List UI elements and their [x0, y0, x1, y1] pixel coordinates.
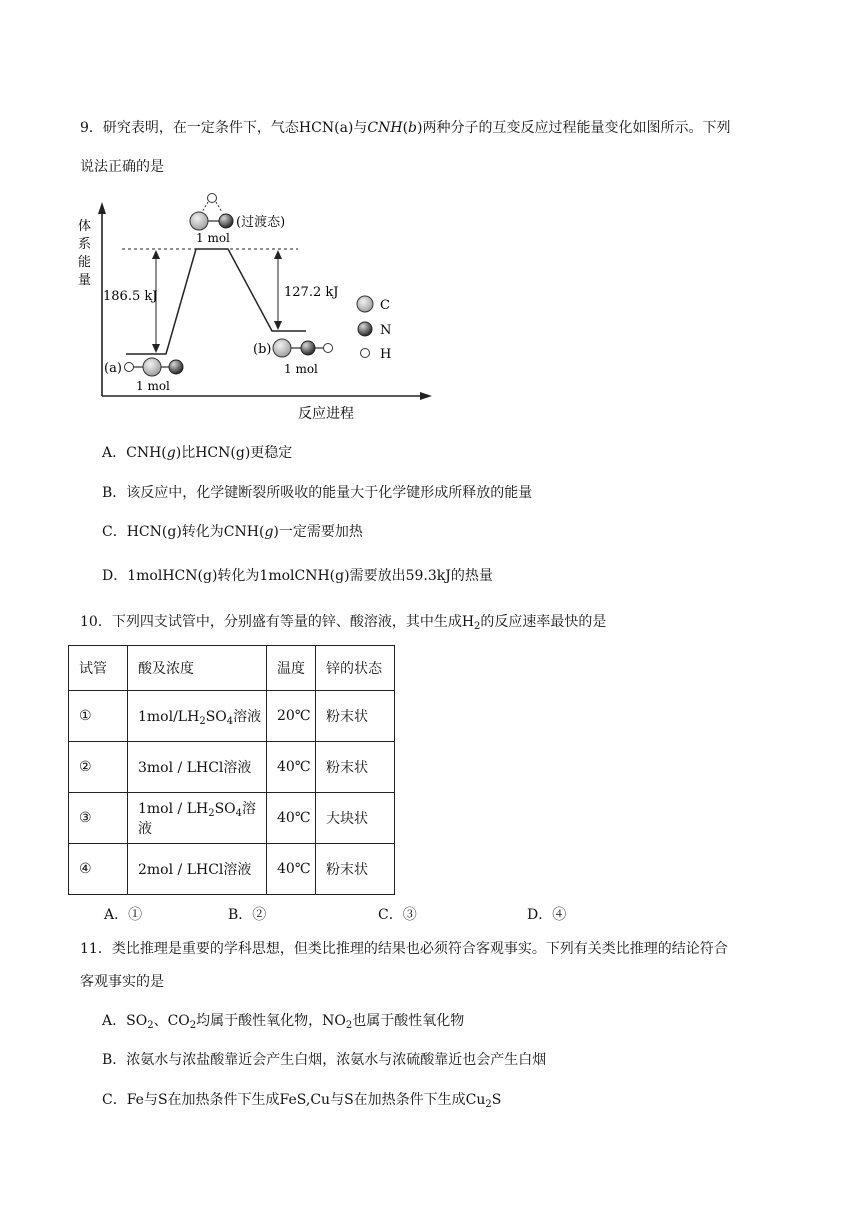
option-prefix: A．	[102, 1013, 127, 1029]
legend-nitrogen-label: N	[380, 323, 392, 338]
molecule-b	[273, 339, 333, 357]
header-zinc-state: 锌的状态	[316, 646, 395, 691]
acid-concentration: 2mol / LHCl溶液	[128, 844, 267, 895]
temperature: 40℃	[267, 844, 316, 895]
option-text: 一定需要加热	[278, 524, 363, 540]
table-row	[69, 793, 395, 844]
header-acid: 酸及浓度	[128, 646, 267, 691]
option-text: 转化为	[181, 524, 224, 540]
table-row	[69, 742, 395, 793]
label-a: (a)	[104, 361, 122, 376]
q11-option-b: B．浓氨水与浓盐酸靠近会产生白烟，浓氨水与浓硫酸靠近也会产生白烟	[102, 1052, 547, 1068]
q9-stem-line1: 9．研究表明，在一定条件下，气态HCN(a)与CNH(b)两种分子的互变反应过程能量变化如图所示。下列	[80, 120, 731, 136]
q11-option-c: C．Fe与S在加热条件下生成FeS,Cu与S在加热条件下生成$Cu_2S$	[102, 1092, 502, 1110]
zinc-state: 粉末状	[316, 691, 395, 742]
transition-state-molecule	[190, 194, 233, 231]
transition-state-label: (过渡态)	[236, 215, 286, 230]
label-b: (b)	[253, 342, 272, 357]
q9-stem-text: 9．研究表明，在一定条件下，气态	[80, 120, 299, 136]
formula: HCN	[195, 445, 231, 461]
state-b: b	[408, 120, 417, 136]
q11-stem-line2: 客观事实的是	[80, 974, 164, 990]
option-text: 更稳定	[250, 445, 293, 461]
table-header-row	[69, 646, 395, 691]
option-text: 的热量	[450, 568, 493, 584]
q11-option-a: A．$SO_2$、$CO_2$均属于酸性氧化物，$NO_2$也属于酸性氧化物	[102, 1013, 465, 1031]
q10-option-d: D．④	[527, 907, 567, 923]
energy-value: 59.3kJ	[405, 568, 451, 584]
energy-right-label: 127.2 kJ	[284, 285, 339, 300]
option-prefix: D．	[102, 568, 128, 584]
formula: CNH	[126, 445, 162, 461]
q9-stem-line2: 说法正确的是	[80, 159, 164, 175]
formula: 1molHCN	[127, 568, 198, 584]
q11-stem-line1: 11．类比推理是重要的学科思想，但类比推理的结果也必须符合客观事实。下列有关类比推理的结论符合	[80, 941, 728, 957]
energy-arrow-left-top	[152, 250, 160, 259]
y-axis-label-4: 量	[78, 273, 92, 288]
temperature: 20℃	[267, 691, 316, 742]
q9-stem-text-2: 两种分子的互变反应过程能量变化如图所示。下列	[422, 120, 731, 136]
formula: CNH	[223, 524, 259, 540]
y-axis-label-2: 系	[78, 237, 92, 252]
q10-stem-end: 的反应速率最快的是	[480, 614, 607, 630]
tube-number: ③	[69, 793, 128, 844]
zinc-state: 大块状	[316, 793, 395, 844]
legend	[357, 296, 391, 362]
state: g	[264, 524, 274, 540]
formula: 1molCNH	[259, 568, 330, 584]
q9-option-d: D．1molHCN(g)转化为1molCNH(g)需要放出59.3kJ的热量	[102, 568, 493, 584]
energy-diagram	[70, 186, 490, 426]
table-row	[69, 844, 395, 895]
mol-a-label: 1 mol	[136, 379, 170, 393]
h2-subscript: 2	[474, 621, 481, 632]
state: g	[167, 524, 177, 540]
x-axis-arrow	[420, 392, 432, 400]
option-prefix: A．	[102, 445, 127, 461]
legend-hydrogen-label: H	[380, 347, 392, 362]
x-axis-label: 反应进程	[298, 406, 354, 422]
q9-option-c: C．HCN(g)转化为CNH(g)一定需要加热	[102, 524, 363, 540]
q9-option-a: A．CNH(g)比HCN(g)更稳定	[102, 445, 293, 461]
q10-option-a: A．①	[104, 907, 143, 923]
state: g	[335, 568, 345, 584]
header-tube: 试管	[69, 646, 128, 691]
header-temp: 温度	[267, 646, 316, 691]
legend-carbon-icon	[357, 296, 373, 312]
option-text: 比	[181, 445, 196, 461]
energy-arrow-left-bottom	[152, 344, 160, 353]
zinc-state: 粉末状	[316, 844, 395, 895]
option-text: 需要放出	[349, 568, 406, 584]
state: g	[202, 568, 212, 584]
energy-left-label: 186.5 kJ	[103, 289, 158, 304]
energy-arrow-right-bottom	[274, 321, 282, 330]
option-text: 转化为	[217, 568, 260, 584]
q10-stem	[80, 612, 606, 632]
y-axis-arrow	[98, 202, 106, 214]
y-axis-label-3: 能	[78, 255, 92, 270]
experiment-table	[68, 645, 395, 895]
state-a: a	[339, 120, 348, 136]
mol-b-label: 1 mol	[284, 362, 318, 376]
mol-top-label: 1 mol	[196, 231, 230, 245]
q10-option-c: C．③	[378, 907, 417, 923]
acid-concentration: $1mol/LH_2SO_4$溶液	[128, 691, 267, 742]
legend-hydrogen-icon	[361, 349, 370, 358]
acid-concentration: $1mol / LH_2SO_4$溶液	[128, 793, 267, 844]
tube-number: ①	[69, 691, 128, 742]
tube-number: ④	[69, 844, 128, 895]
temperature: 40℃	[267, 793, 316, 844]
state: g	[235, 445, 245, 461]
zinc-state: 粉末状	[316, 742, 395, 793]
table-row	[69, 691, 395, 742]
cnh-formula: CNH	[367, 120, 403, 136]
energy-arrow-right-top	[274, 250, 282, 259]
option-prefix: C．	[102, 524, 127, 540]
hcn-formula: HCN	[298, 120, 335, 136]
q9-option-b: B．该反应中，化学键断裂所吸收的能量大于化学键形成所释放的能量	[102, 485, 533, 501]
molecule-a	[125, 358, 184, 376]
formula: HCN	[126, 524, 162, 540]
h2-formula: H	[461, 614, 475, 630]
tube-number: ②	[69, 742, 128, 793]
q10-option-b: B．②	[228, 907, 267, 923]
legend-carbon-label: C	[380, 298, 390, 313]
q10-stem-text: 10．下列四支试管中，分别盛有等量的锌、酸溶液，其中生成	[80, 614, 462, 630]
option-prefix: C．	[102, 1092, 127, 1108]
acid-concentration: 3mol / LHCl溶液	[128, 742, 267, 793]
y-axis-label-1: 体	[78, 219, 92, 234]
q9-and: 与	[353, 120, 368, 136]
legend-nitrogen-icon	[358, 322, 372, 336]
state: g	[166, 445, 176, 461]
temperature: 40℃	[267, 742, 316, 793]
